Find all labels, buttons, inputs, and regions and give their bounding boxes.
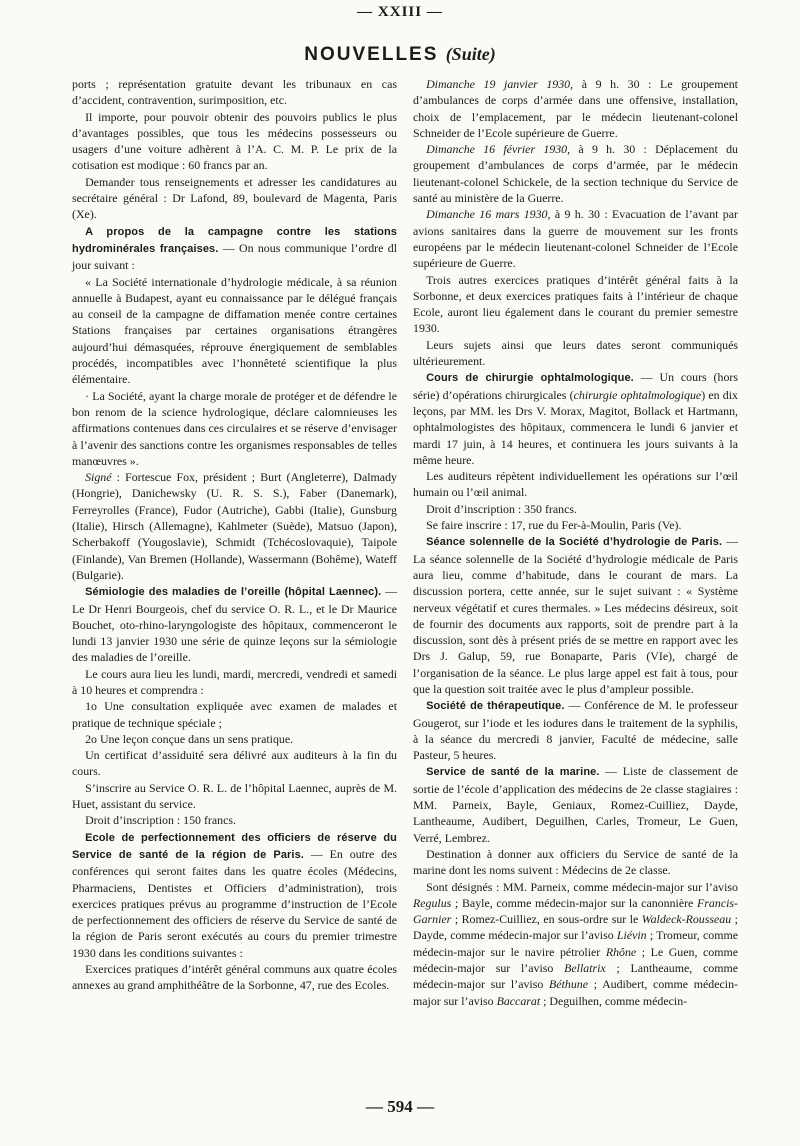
signatories: Signé : Fortescue Fox, président ; Burt (Angleterre), Dalmady (Hongrie), Danichewsky (U. R. S. S.), Faber (Danemark), Ferreyrolles (France), Fudor (Autriche), Gabbi (Italie), Gunsburg (Italie), Hirsch (Allemagne), Kahlmeter (Suède), Matsuo (Japon), Scherbakoff (Yougoslavie), Schmidt (Tchécoslovaquie), Taipole (Finlande), Van Bremen (Hollande), Wassermann (Bohême), Wateff (Bulgarie). xyxy=(72,470,397,582)
item-heading: Séance solennelle de la Société d’hydrologie de Paris. xyxy=(426,536,723,549)
paragraph: Destination à donner aux officiers du Service de santé de la marine dont les noms suivent : Médecins de 2e classe. xyxy=(413,846,738,878)
news-item-marine: Service de santé de la marine. — Liste de classement de sortie de l’école d’application des médecins de 2e classe stagiaires : MM. Parneix, Bayle, Geniaux, Romez-Cuilliez, Dayde, Lantheaume, Audibert, Deguilhen, Carles, Tromeur, Le Guen, Verré, Lembrez. xyxy=(413,764,738,845)
item-heading: Cours de chirurgie ophtalmologique. xyxy=(426,372,634,385)
quote-paragraph: · La Société, ayant la charge morale de protéger et de défendre le bon renom de la science hydrologique, déclare calomnieuses les affirmations contenues dans ces circulaires et se réserve d’envisager à l’avenir des sanctions contre les organismes responsables de telles manœuvres ». xyxy=(72,388,397,468)
news-item-seance: Séance solennelle de la Société d’hydrologie de Paris. — La séance solennelle de la Société d’hydrologie médicale de Paris aura lieu, comme d’habitude, dans le courant de mars. La discussion portera, cette année, sur le sujet suivant : « Système nerveux végétatif et cures thermales. » Les médecins désireux, soit de fournir des documents aux rapports, soit de prendre part à la discussion, sont dès à présent priés de se mettre en rapport avec les Drs J. Galup, 59, rue Bonaparte, Paris (VIe), chargé de l’organisation de la séance. Le plus large appel est fait à tous, pour que la question soit traitée avec le plus d’ampleur possible. xyxy=(413,534,738,696)
paragraph: Leurs sujets ainsi que leurs dates seront communiqués ultérieurement. xyxy=(413,337,738,369)
quote-paragraph: « La Société internationale d’hydrologie médicale, à sa réunion annuelle à Budapest, ayant eu connaissance par le délégué français au conseil de la campagne de diffamation menée contre certaines Stations françaises par certaines organisations étrangères aujourd’hui démasquées, réprouve énergiquement de semblables procédés, incompatibles avec l’honnêteté scientifique la plus élémentaire. xyxy=(72,274,397,387)
item-heading: Sémiologie des maladies de l’oreille (hôpital Laennec). xyxy=(85,586,382,599)
paragraph: 1o Une consultation expliquée avec examen de malades et pratique de technique spéciale ; xyxy=(72,699,397,730)
paragraph: Droit d’inscription : 350 francs. xyxy=(426,501,577,516)
paragraph: Trois autres exercices pratiques d’intérêt général faits à la Sorbonne, et deux exercices pratiques faits à l’intérieur de chaque Ecole, auront lieu également dans le courant du premier semestre 1930. xyxy=(413,272,738,336)
item-heading: Ecole de perfectionnement des officiers de réserve du Service de santé de la région de Paris. xyxy=(72,831,397,861)
paragraph: Demander tous renseignements et adresser les candidatures au secrétaire général : Dr Lafond, 89, boulevard de Magenta, Paris (Xe). xyxy=(72,174,397,222)
exercise-1: Dimanche 19 janvier 1930, à 9 h. 30 : Le groupement d’ambulances de corps d’armée dans une offensive, installation, choix de l’emplacement, par le médecin lieutenant-colonel Schneider de l’Ecole supérieure de Guerre. xyxy=(413,77,738,140)
item-heading: A propos de la campagne contre les stations hydrominérales françaises. xyxy=(72,225,397,255)
news-item-semiologie: Sémiologie des maladies de l’oreille (hôpital Laennec). — Le Dr Henri Bourgeois, chef du service O. R. L., et le Dr Maurice Bouchet, oto-rhino-laryngologiste des hôpitaux, commenceront le lundi 13 janvier 1930 une série de quinze leçons sur la sémiologie des maladies de l’oreille. xyxy=(72,584,397,665)
item-heading: Société de thérapeutique. xyxy=(426,700,565,713)
news-item-ecole: Ecole de perfectionnement des officiers de réserve du Service de santé de la région de Paris. — En outre des conférences qui seront faites dans les quatre écoles (Médecins, Pharmaciens, Dentistes et Officiers d’administration), trois exercices pratiques prévus au programme d’instruction de l’Ecole de perfectionnement des officiers de réserve du Service de santé de la région de Paris seront exécutés au cours du premier trimestre 1930 dans les conditions suivantes : xyxy=(72,831,397,960)
paragraph: Exercices pratiques d’intérêt général communs aux quatre écoles annexes au grand amphithéâtre de la Sorbonne, 47, rue des Ecoles. xyxy=(72,962,397,993)
paragraph: Le cours aura lieu les lundi, mardi, mercredi, vendredi et samedi à 10 heures et comprendra : xyxy=(72,666,397,697)
item-heading: Service de santé de la marine. xyxy=(426,766,600,779)
page-number: — 594 — xyxy=(366,1097,434,1116)
right-column xyxy=(413,76,738,1009)
exercise-3: Dimanche 16 mars 1930, à 9 h. 30 : Evacuation de l’avant par avions sanitaires dans la guerre de mouvement sur les fronts européens par le médecin lieutenant-colonel Schneider de l’Ecole supérieure de Guerre. xyxy=(413,207,738,271)
paragraph: 2o Une leçon conçue dans un sens pratique. xyxy=(85,731,294,746)
paragraph: Les auditeurs répètent individuellement les opérations sur l’œil humain ou l’œil animal. xyxy=(413,469,738,500)
assignments: Sont désignés : MM. Parneix, comme médecin-major sur l’aviso Regulus ; Bayle, comme médecin-major sur la canonnière Francis-Garnier ; Romez-Cuilliez, en sous-ordre sur le Waldeck-Rousseau ; Dayde, comme médecin-major sur l’aviso Liévin ; Tromeur, comme médecin-major sur le navire pétrolier Rhône ; Le Guen, comme médecin-major sur l’aviso Bellatrix ; Lantheaume, comme médecin-major sur l’aviso Béthune ; Audibert, comme médecin-major sur l’aviso Baccarat ; Deguilhen, comme médecin- xyxy=(413,879,738,1008)
section-title xyxy=(0,44,800,66)
section-title-suffix: (Suite) xyxy=(445,44,496,64)
paragraph: Il importe, pour pouvoir obtenir des pouvoirs publics le plus d’avantages possibles, que tous les médecins possesseurs ou usagers d’une voiture adhèrent à l’A. C. M. P. Le prix de la cotisation est modique : 60 francs par an. xyxy=(72,109,397,173)
paragraph: S’inscrire au Service O. R. L. de l’hôpital Laennec, auprès de M. Huet, assistant du service. xyxy=(72,780,397,812)
left-column xyxy=(72,76,397,994)
paragraph: Droit d’inscription : 150 francs. xyxy=(85,813,236,828)
news-item-hydrology: A propos de la campagne contre les stations hydrominérales françaises. — On nous communique l’ordre dl jour suivant : xyxy=(72,225,397,273)
news-item-ophtalmo: Cours de chirurgie ophtalmologique. — Un cours (hors série) d’opérations chirurgicales (chirurgie ophtalmologique) en dix leçons, par MM. les Drs V. Morax, Magitot, Bollack et Hartmann, ophtalmologistes des hôpitaux, commencera le lundi 6 janvier et mardi 17 juin, à 14 heures, et continuera les jours suivants à la même heure. xyxy=(413,370,738,467)
paragraph: Se faire inscrire : 17, rue du Fer-à-Moulin, Paris (Ve). xyxy=(426,518,682,533)
section-title-main: NOUVELLES xyxy=(304,44,439,65)
paragraph: Un certificat d’assiduité sera délivré aux auditeurs à la fin du cours. xyxy=(72,748,397,779)
roman-folio: — XXIII — xyxy=(357,4,443,20)
paragraph: ports ; représentation gratuite devant les tribunaux en cas d’accident, contravention, surimposition, etc. xyxy=(72,77,397,108)
exercise-2: Dimanche 16 février 1930, à 9 h. 30 : Déplacement du groupement d’ambulances de corps d’armée, par le médecin lieutenant-colonel Schickele, de la section technique du Service de santé au ministère de la Guerre. xyxy=(413,142,738,206)
news-item-therapeutique: Société de thérapeutique. — Conférence de M. le professeur Gougerot, sur l’iode et les iodures dans le traitement de la syphilis, à la séance du mercredi 8 janvier, Faculté de médecine, salle Pasteur, 5 heures. xyxy=(413,698,738,763)
